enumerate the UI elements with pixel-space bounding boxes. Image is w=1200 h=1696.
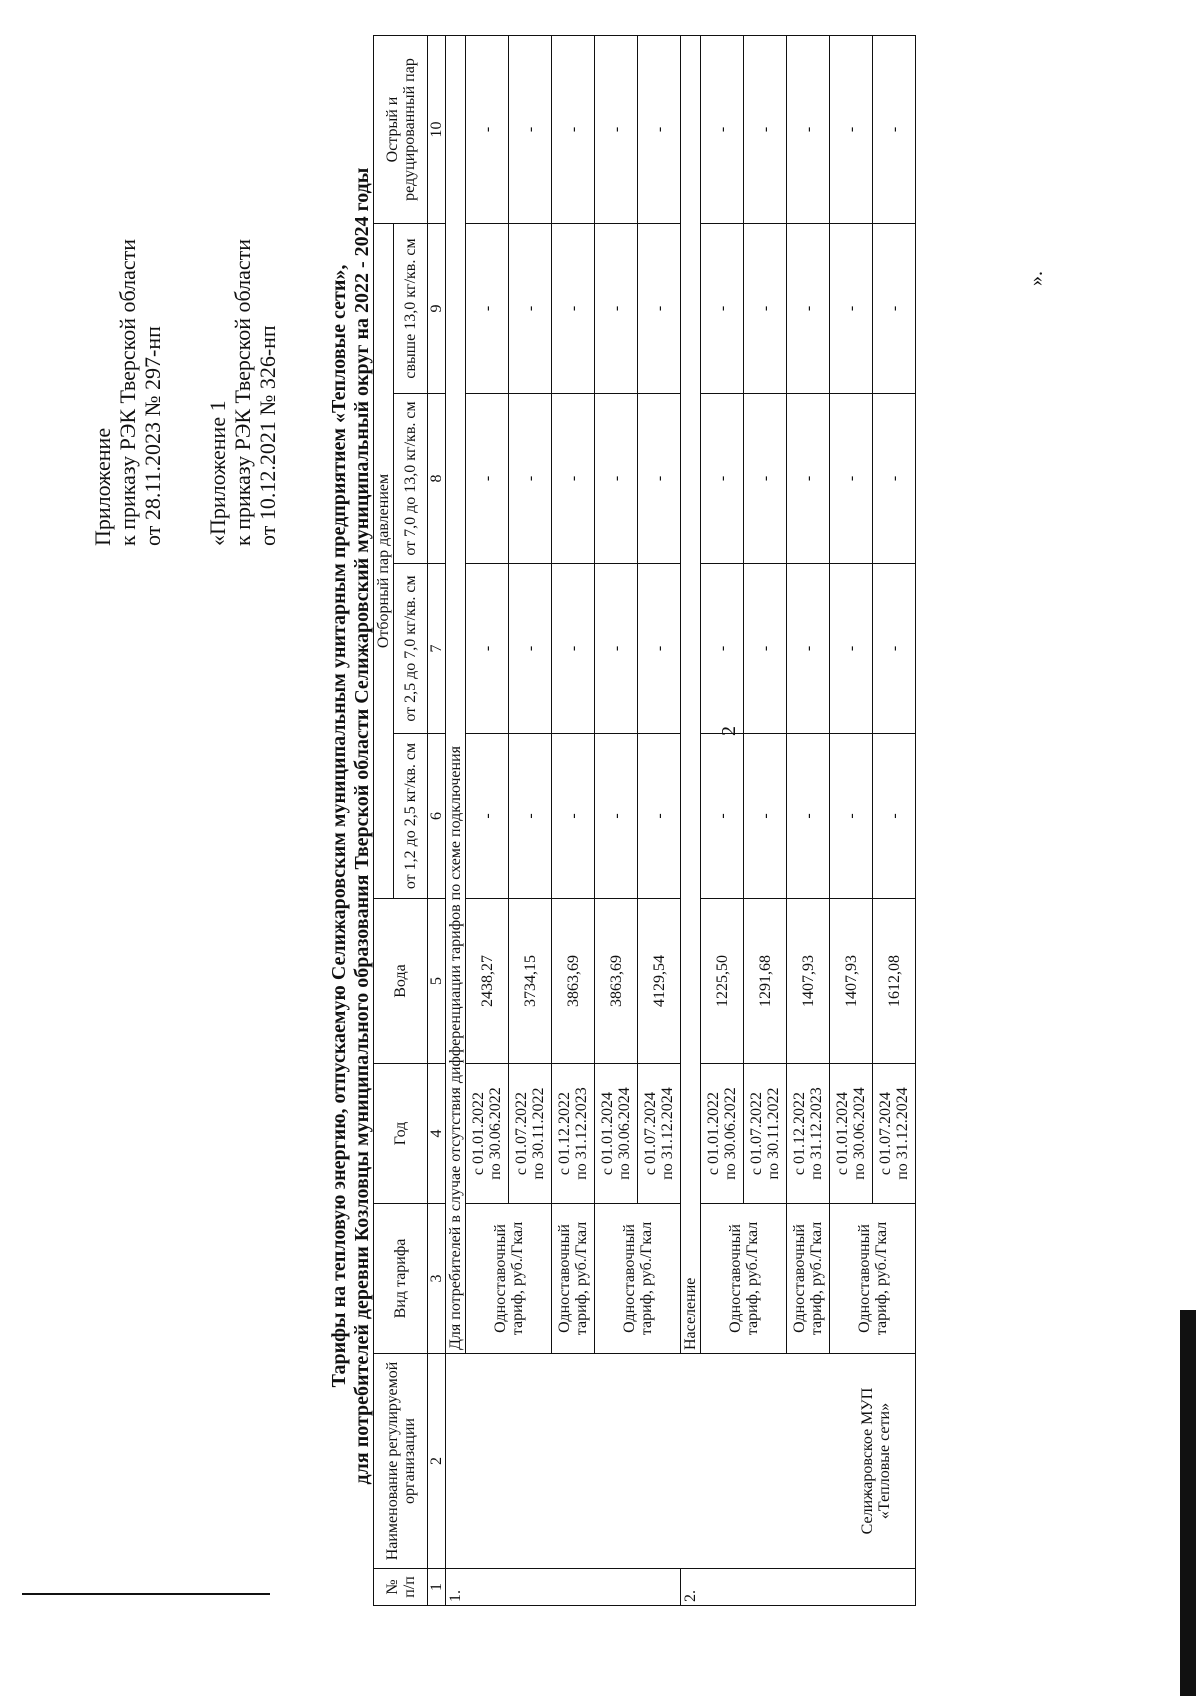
period-cell: с 01.07.2024 по 31.12.2024 [873, 1064, 916, 1204]
empty-cell: - [466, 394, 509, 564]
empty-cell: - [787, 36, 830, 224]
empty-cell: - [873, 394, 916, 564]
empty-cell: - [595, 734, 638, 899]
header-organization: Наименование регулируемой организации [374, 1354, 428, 1569]
empty-cell: - [830, 394, 873, 564]
col-number: 10 [428, 36, 446, 224]
title-line1: Тарифы на тепловую энергию, отпускаемую Селижаровским муниципальным унитарным предприятием «Тепловые сети», [328, 264, 350, 1388]
water-value: 1291,68 [744, 899, 787, 1064]
column-number-row [428, 36, 446, 1606]
appendix-current-line2: к приказу РЭК Тверской области [115, 238, 140, 546]
empty-cell: - [787, 564, 830, 734]
empty-cell: - [466, 564, 509, 734]
header-year: Год [374, 1064, 428, 1204]
empty-cell: - [595, 394, 638, 564]
header-sharp-steam: Острый и редуцированный пар [374, 36, 428, 224]
empty-cell: - [744, 734, 787, 899]
water-value: 1612,08 [873, 899, 916, 1064]
water-value: 1407,93 [787, 899, 830, 1064]
col-number: 2 [428, 1354, 446, 1569]
header-water: Вода [374, 899, 428, 1064]
appendix-previous-line1: «Приложение 1 [205, 400, 230, 546]
empty-cell: - [595, 564, 638, 734]
header-steam-group: Отборный пар давлением [374, 224, 394, 899]
empty-cell: - [638, 36, 681, 224]
section-label: Для потребителей в случае отсутствия дифференциации тарифов по схеме подключения [446, 36, 466, 1354]
document-title [328, 46, 374, 1606]
empty-cell: - [873, 36, 916, 224]
empty-cell: - [595, 36, 638, 224]
tariff-type-cell: Одноставочный тариф, руб./Гкал [552, 1204, 595, 1354]
appendix-previous-line3: от 10.12.2021 № 326-нп [255, 325, 280, 546]
header-pressure-1: от 1,2 до 2,5 кг/кв. см [394, 734, 428, 899]
empty-cell: - [509, 564, 552, 734]
water-value: 4129,54 [638, 899, 681, 1064]
empty-cell: - [744, 224, 787, 394]
empty-cell: - [701, 394, 744, 564]
section-label: Население [681, 36, 701, 1354]
empty-cell: - [830, 224, 873, 394]
empty-cell: - [509, 224, 552, 394]
empty-cell: - [830, 36, 873, 224]
water-value: 3863,69 [552, 899, 595, 1064]
period-cell: с 01.01.2022 по 30.06.2022 [466, 1064, 509, 1204]
section-index: 1. [446, 1569, 681, 1606]
empty-cell: - [873, 564, 916, 734]
empty-cell: - [830, 564, 873, 734]
empty-cell: - [744, 394, 787, 564]
appendix-current-line3: от 28.11.2023 № 297-нп [140, 326, 165, 546]
appendix-current-header [90, 239, 165, 546]
empty-cell: - [595, 224, 638, 394]
empty-cell: - [466, 224, 509, 394]
tariff-type-cell: Одноставочный тариф, руб./Гкал [701, 1204, 787, 1354]
header-num: № п/п [374, 1569, 428, 1606]
empty-cell: - [638, 564, 681, 734]
tariff-type-cell: Одноставочный тариф, руб./Гкал [787, 1204, 830, 1354]
empty-cell: - [787, 394, 830, 564]
empty-cell: - [552, 394, 595, 564]
col-number: 4 [428, 1064, 446, 1204]
empty-cell: - [552, 224, 595, 394]
period-cell: с 01.07.2022 по 30.11.2022 [744, 1064, 787, 1204]
empty-cell: - [701, 564, 744, 734]
closing-quote-mark: ». [1025, 271, 1047, 286]
appendix-previous-header [205, 239, 280, 546]
empty-cell: - [638, 224, 681, 394]
period-cell: с 01.07.2024 по 31.12.2024 [638, 1064, 681, 1204]
period-cell: с 01.01.2022 по 30.06.2022 [701, 1064, 744, 1204]
col-number: 1 [428, 1569, 446, 1606]
empty-cell: - [873, 734, 916, 899]
appendix-current-line1: Приложение [90, 427, 115, 546]
water-value: 2438,27 [466, 899, 509, 1064]
water-value: 3863,69 [595, 899, 638, 1064]
header-pressure-4: свыше 13,0 кг/кв. см [394, 224, 428, 394]
empty-cell: - [509, 394, 552, 564]
scan-edge-bar [1180, 1310, 1196, 1696]
period-cell: с 01.12.2022 по 31.12.2023 [787, 1064, 830, 1204]
water-value: 1407,93 [830, 899, 873, 1064]
empty-cell: - [509, 734, 552, 899]
period-cell: с 01.07.2022 по 30.11.2022 [509, 1064, 552, 1204]
empty-cell: - [509, 36, 552, 224]
empty-cell: - [466, 734, 509, 899]
empty-cell: - [787, 224, 830, 394]
empty-cell: - [552, 734, 595, 899]
tariff-type-cell: Одноставочный тариф, руб./Гкал [830, 1204, 916, 1354]
header-tariff-type: Вид тарифа [374, 1204, 428, 1354]
col-number: 3 [428, 1204, 446, 1354]
empty-cell: - [638, 394, 681, 564]
appendix-previous-line2: к приказу РЭК Тверской области [230, 238, 255, 546]
period-cell: с 01.01.2024 по 30.06.2024 [830, 1064, 873, 1204]
scan-edge-line [22, 1593, 270, 1595]
tariff-type-cell: Одноставочный тариф, руб./Гкал [595, 1204, 681, 1354]
section-index: 2. [681, 1569, 916, 1606]
col-number: 6 [428, 734, 446, 899]
empty-cell: - [638, 734, 681, 899]
empty-cell: - [466, 36, 509, 224]
header-pressure-2: от 2,5 до 7,0 кг/кв. см [394, 564, 428, 734]
empty-cell: - [744, 564, 787, 734]
empty-cell: - [701, 224, 744, 394]
tariff-table [373, 35, 916, 1606]
col-number: 7 [428, 564, 446, 734]
empty-cell: - [830, 734, 873, 899]
period-cell: с 01.12.2022 по 31.12.2023 [552, 1064, 595, 1204]
empty-cell: - [873, 224, 916, 394]
empty-cell: - [787, 734, 830, 899]
water-value: 1225,50 [701, 899, 744, 1064]
empty-cell: - [744, 36, 787, 224]
empty-cell: - [701, 734, 744, 899]
col-number: 8 [428, 394, 446, 564]
period-cell: с 01.01.2024 по 30.06.2024 [595, 1064, 638, 1204]
col-number: 9 [428, 224, 446, 394]
organization-name: Селижаровское МУП «Тепловые сети» [446, 1354, 916, 1569]
page-number: 2 [718, 726, 740, 736]
empty-cell: - [701, 36, 744, 224]
title-line2: для потребителей деревни Козловцы муниципального образования Тверской области Селижаровский муниципальный округ на 2022 - 2024 годы [351, 167, 373, 1485]
header-pressure-3: от 7,0 до 13,0 кг/кв. см [394, 394, 428, 564]
water-value: 3734,15 [509, 899, 552, 1064]
empty-cell: - [552, 36, 595, 224]
col-number: 5 [428, 899, 446, 1064]
empty-cell: - [552, 564, 595, 734]
tariff-type-cell: Одноставочный тариф, руб./Гкал [466, 1204, 552, 1354]
